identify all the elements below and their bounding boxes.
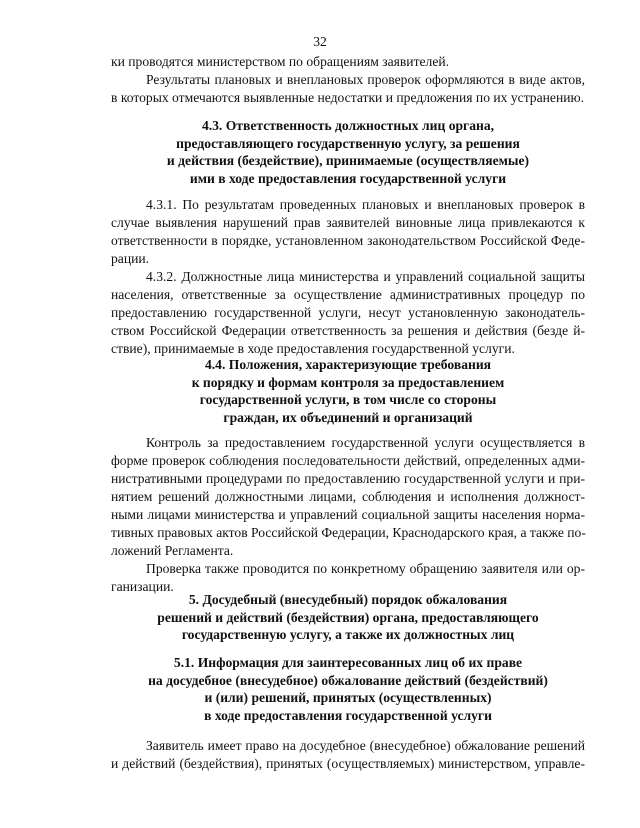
section-heading [111, 356, 585, 426]
heading-line: граждан, их объединений и организаций [223, 409, 473, 425]
heading-line: 4.3. Ответственность должностных лиц органа, [201, 118, 495, 133]
paragraph [111, 53, 585, 71]
heading-line: и (или) решений, принятых (осуществленных) [204, 690, 492, 705]
heading-line: и действия (бездействие), принимаемые (осуществляемые) [166, 153, 530, 168]
text-line: ными лицами министерства и управлений социальной защиты населения норма- [111, 507, 585, 522]
text-line: форме проверок соблюдения последовательности действий, определенных адми- [111, 453, 585, 468]
text-line: нятием решений должностными лицами, соблюдения и исполнения должност- [111, 489, 585, 504]
section-heading [111, 117, 585, 187]
text-line: ложений Регламента. [111, 543, 234, 558]
heading-line: в ходе предоставления государственной услуги [204, 707, 492, 723]
text-line: Проверка также проводится по конкретному обращению заявителя или ор- [146, 561, 585, 576]
heading-line: 4.4. Положения, характеризующие требования [204, 357, 492, 372]
text-line: ствие), принимаемые в ходе предоставления государственной услуги. [111, 341, 515, 356]
page-number: 32 [313, 34, 327, 49]
text-line: Контроль за предоставлением государственной услуги осуществляется в [146, 435, 585, 450]
text-line: 4.3.2. Должностные лица министерства и управлений социальной защиты [146, 269, 585, 284]
text-line: ством Российской Федерации ответственность за решения и действия (безде й- [111, 323, 585, 338]
text-line: в которых отмечаются выявленные недостатки и предложения по их устранению. [111, 90, 585, 105]
heading-line: на досудебное (внесудебное) обжалование действий (бездействий) [148, 672, 548, 688]
heading-line: государственную услугу, а также их должностных лиц [181, 627, 515, 642]
heading-line: ими в ходе предоставления государственной услуги [189, 170, 507, 186]
heading-line: государственной услуги, в том числе со стороны [199, 392, 497, 407]
text-line: и действий (бездействия), принятых (осуществляемых) министерством, управле- [111, 756, 585, 771]
paragraph [111, 71, 585, 107]
section-heading [111, 654, 585, 724]
text-line: предоставлению государственной услуги, несут установленную законодатель- [111, 305, 585, 320]
heading-line: предоставляющего государственную услугу, за решения [176, 135, 520, 151]
text-line: нистративными процедурами по предоставлению государственной услуги и при- [111, 471, 585, 486]
heading-line: 5. Досудебный (внесудебный) порядок обжалования [188, 592, 508, 607]
text-line: населения, ответственные за осуществление административных процедур по [111, 287, 585, 302]
text-line: ганизации. [111, 579, 174, 594]
text-line: ответственности в порядке, установленном законодательством Российской Феде- [111, 233, 585, 248]
text-line: Результаты плановых и внеплановых проверок оформляются в виде актов, [146, 72, 585, 87]
heading-line: к порядку и формам контроля за предоставлением [191, 374, 505, 390]
text-line: случае выявления нарушений прав заявителей виновные лица привлекаются к [111, 215, 585, 230]
paragraph [111, 196, 585, 358]
text-line: 4.3.1. По результатам проведенных плановых и внеплановых проверок в [146, 197, 585, 212]
section-heading [111, 591, 585, 644]
text-line: ки проводятся министерством по обращениям заявителей. [111, 54, 450, 69]
heading-line: решений и действий (бездействия) органа, предоставляющего [157, 609, 539, 625]
heading-line: 5.1. Информация для заинтересованных лиц об их праве [173, 655, 523, 670]
text-line: Заявитель имеет право на досудебное (внесудебное) обжалование решений [146, 738, 585, 753]
paragraph [111, 737, 585, 773]
paragraph [111, 434, 585, 596]
text-line: тивных правовых актов Российской Федерации, Краснодарского края, а также по- [111, 525, 586, 540]
text-line: рации. [111, 251, 150, 266]
